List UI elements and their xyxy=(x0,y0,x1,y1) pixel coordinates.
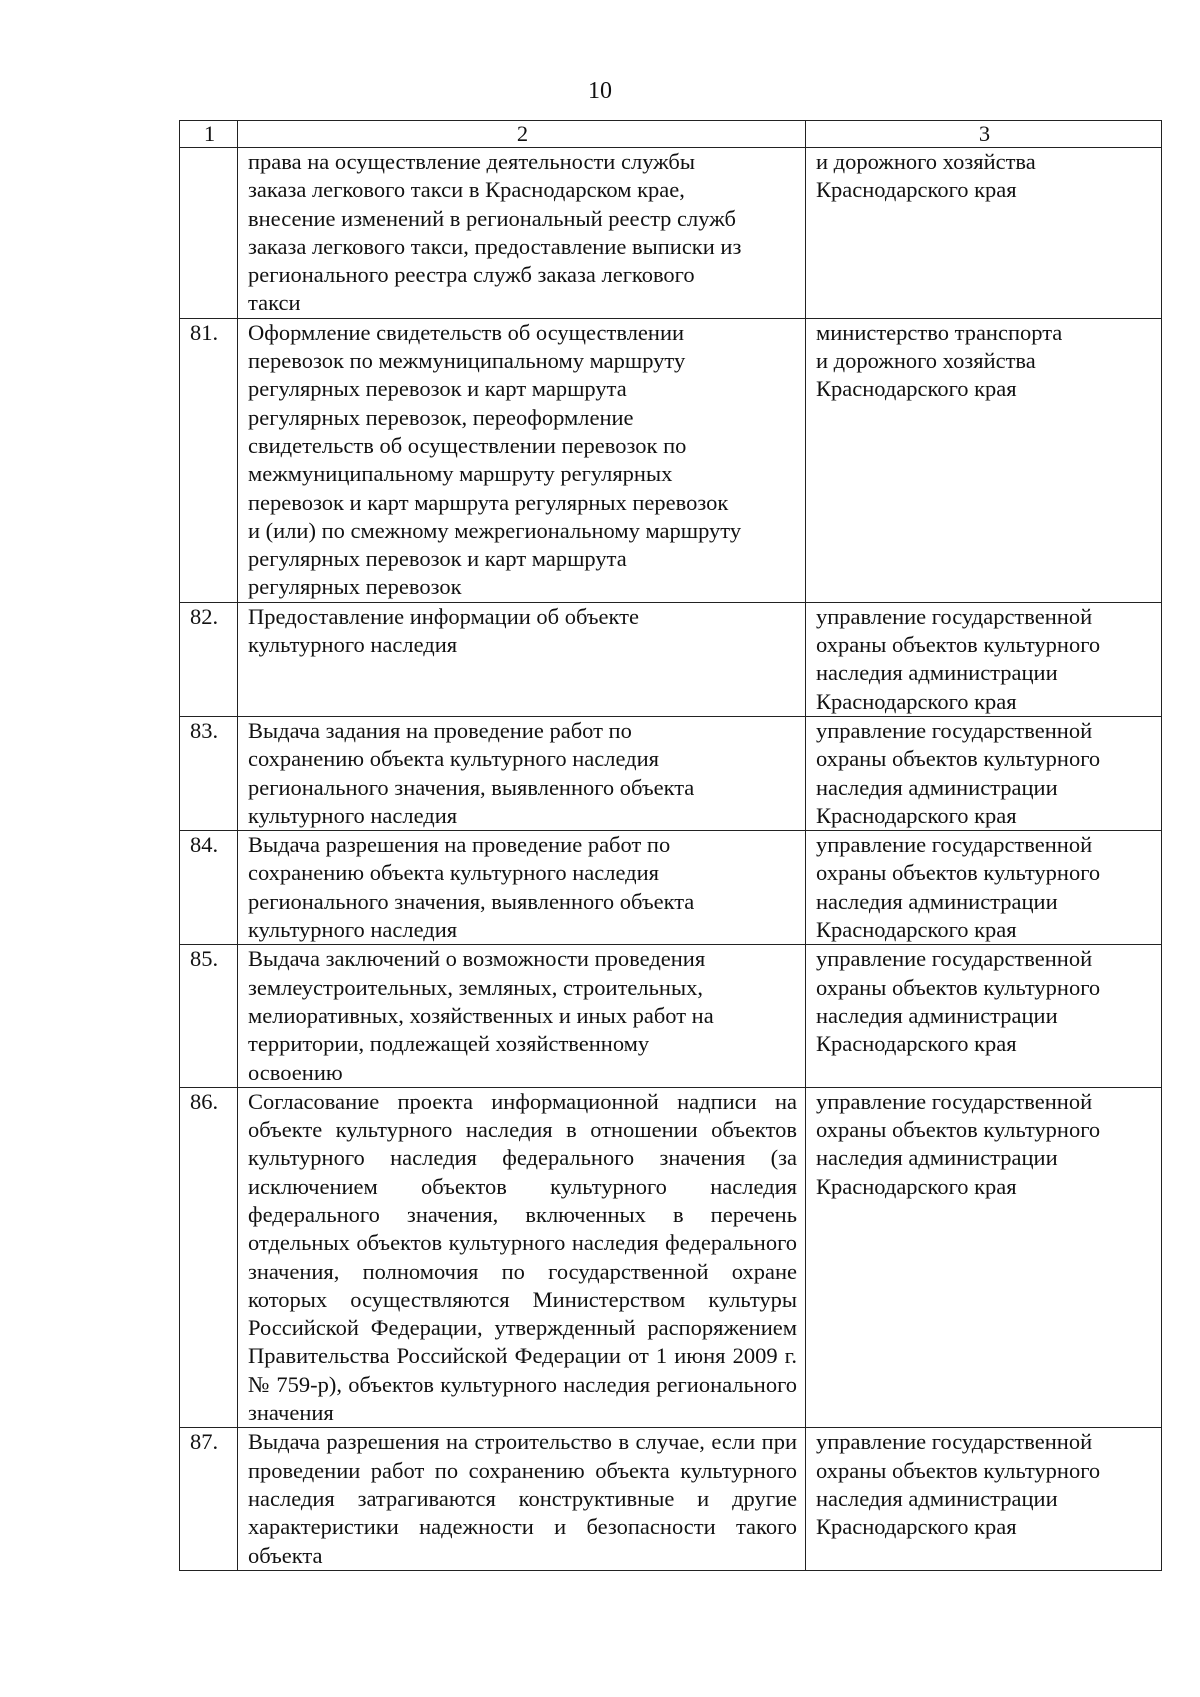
column-header: 1 xyxy=(180,121,238,148)
service-name: Предоставление информации об объекте культурного наследия xyxy=(238,602,806,716)
column-header: 2 xyxy=(238,121,806,148)
row-number: 85. xyxy=(180,945,238,1087)
responsible-body: и дорожного хозяйства Краснодарского края xyxy=(806,148,1162,319)
table-row xyxy=(180,1428,1162,1570)
responsible-body: управление государственной охраны объектов культурного наследия администрации Краснодарского края xyxy=(806,945,1162,1087)
responsible-body: управление государственной охраны объектов культурного наследия администрации Краснодарского края xyxy=(806,602,1162,716)
service-name: права на осуществление деятельности службы заказа легкового такси в Краснодарском крае, внесение изменений в региональный реестр служб заказа легкового такси, предоставление выписки из регионального реестра служб заказа легкового такси xyxy=(238,148,806,319)
service-name: Выдача заключений о возможности проведения землеустроительных, земляных, строительных, мелиоративных, хозяйственных и иных работ на территории, подлежащей хозяйственному освоению xyxy=(238,945,806,1087)
row-number: 83. xyxy=(180,716,238,830)
row-number: 84. xyxy=(180,831,238,945)
responsible-body: управление государственной охраны объектов культурного наследия администрации Краснодарского края xyxy=(806,1428,1162,1570)
table-row xyxy=(180,945,1162,1087)
row-number xyxy=(180,148,238,319)
responsible-body: управление государственной охраны объектов культурного наследия администрации Краснодарского края xyxy=(806,831,1162,945)
table-row xyxy=(180,716,1162,830)
service-name: Выдача задания на проведение работ по сохранению объекта культурного наследия регионального значения, выявленного объекта культурного наследия xyxy=(238,716,806,830)
table-row xyxy=(180,318,1162,602)
page-number: 10 xyxy=(588,78,612,104)
service-name: Согласование проекта информационной надписи на объекте культурного наследия в отношении объектов культурного наследия федерального значения (за исключением объектов культурного наследия федерального значения, включенных в перечень отдельных объектов культурного наследия федерального значения, полномочия по государственной охране которых осуществляются Министерством культуры Российской Федерации, утвержденный распоряжением Правительства Российской Федерации от 1 июня 2009 г. № 759-р), объектов культурного наследия регионального значения xyxy=(238,1087,806,1428)
responsible-body: министерство транспорта и дорожного хозяйства Краснодарского края xyxy=(806,318,1162,602)
row-number: 81. xyxy=(180,318,238,602)
responsible-body: управление государственной охраны объектов культурного наследия администрации Краснодарского края xyxy=(806,1087,1162,1428)
table-row xyxy=(180,602,1162,716)
table-row xyxy=(180,148,1162,319)
service-name: Выдача разрешения на строительство в случае, если при проведении работ по сохранению объекта культурного наследия затрагиваются конструктивные и другие характеристики надежности и безопасности такого объекта xyxy=(238,1428,806,1570)
row-number: 82. xyxy=(180,602,238,716)
service-name: Оформление свидетельств об осуществлении перевозок по межмуниципальному маршруту регулярных перевозок и карт маршрута регулярных перевозок, переоформление свидетельств об осуществлении перевозок по межмуниципальному маршруту регулярных перевозок и карт маршрута регулярных перевозок и (или) по смежному межрегиональному маршруту регулярных перевозок и карт маршрута регулярных перевозок xyxy=(238,318,806,602)
row-number: 87. xyxy=(180,1428,238,1570)
responsible-body: управление государственной охраны объектов культурного наследия администрации Краснодарского края xyxy=(806,716,1162,830)
service-name: Выдача разрешения на проведение работ по сохранению объекта культурного наследия регионального значения, выявленного объекта культурного наследия xyxy=(238,831,806,945)
table-header-row xyxy=(180,121,1162,148)
table-row xyxy=(180,831,1162,945)
services-table xyxy=(179,120,1162,1571)
column-header: 3 xyxy=(806,121,1162,148)
row-number: 86. xyxy=(180,1087,238,1428)
table-row xyxy=(180,1087,1162,1428)
